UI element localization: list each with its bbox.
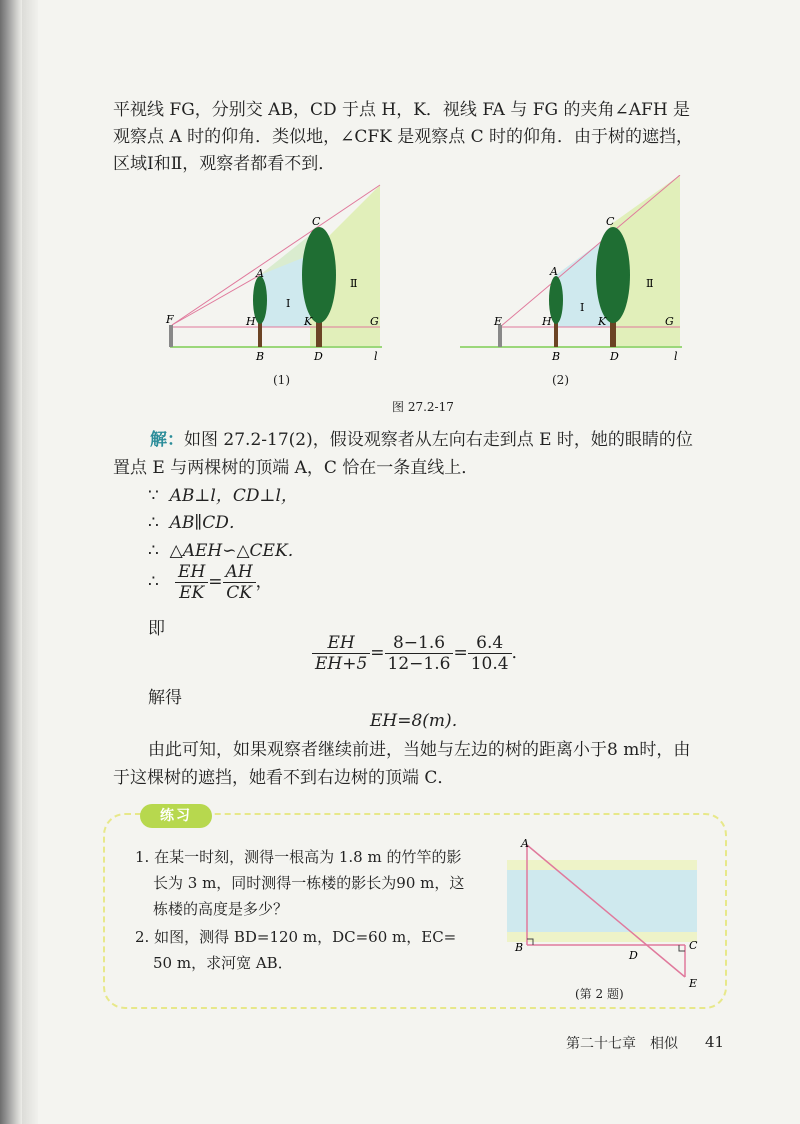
figure-sub-caption-2: (2) — [552, 373, 569, 387]
conclusion-line-2: 于这棵树的遮挡，她看不到右边树的顶端 C． — [113, 768, 455, 788]
book-gutter — [22, 0, 38, 1124]
solution-text-1: 如图 27.2-17(2)，假设观察者从左向右走到点 E 时，她的眼睛的位 — [184, 430, 693, 450]
figure-27-2-17-2 — [460, 175, 700, 370]
label-f: F — [166, 313, 174, 326]
label-l: l — [374, 350, 378, 363]
label-b: B — [256, 350, 265, 363]
observer-e — [498, 325, 502, 347]
page-number: 41 — [705, 1033, 725, 1051]
label-c: C — [606, 215, 615, 228]
ratio-eh-ek: $\frac{EH}{EK}$ — [175, 562, 208, 603]
equation-line: $\frac{EH}{EH+5}$ = $\frac{8-1.6}{12-1.6}$ = $\frac{6.4}{10.4}$ ． — [312, 633, 529, 674]
label-c: C — [312, 215, 321, 228]
river-area — [507, 870, 697, 932]
exercise-q1-line-2: 长为 3 m，同时测得一栋楼的影长为90 m，这 — [153, 874, 465, 892]
figure-sub-caption-1: (1) — [273, 373, 290, 387]
label-h: H — [542, 315, 552, 328]
label-d: D — [314, 350, 323, 363]
label-d: D — [629, 949, 638, 962]
exercise-q1-line-1: 1. 在某一时刻，测得一根高为 1.8 m 的竹竿的影 — [135, 848, 462, 866]
label-region-1: Ⅰ — [286, 297, 291, 310]
label-a: A — [521, 837, 529, 850]
therefore-line-2 — [148, 536, 305, 561]
intro-line-2: 观察点 A 时的仰角．类似地，∠CFK 是观察点 C 时的仰角．由于树的遮挡， — [113, 127, 694, 147]
label-c: C — [689, 939, 698, 952]
label-g: G — [370, 315, 379, 328]
because-text: AB⊥l，CD⊥l， — [169, 486, 298, 506]
intro-paragraph — [113, 97, 753, 178]
solution-label: 解： — [150, 430, 184, 450]
label-a: A — [256, 267, 264, 280]
exercise-q2-line-1: 2. 如图，测得 BD=120 m，DC=60 m，EC= — [135, 928, 457, 946]
exercise-figure-caption: (第 2 题) — [575, 987, 624, 1001]
label-region-2: Ⅱ — [646, 277, 654, 290]
river-bank-top — [507, 860, 697, 870]
similar-text: △AEH∽△CEK． — [169, 541, 305, 561]
result-eh: EH=8(m)． — [370, 711, 469, 731]
therefore-line-3: ∴ $\frac{EH}{EK}$ = $\frac{AH}{CK}$ ， — [148, 562, 273, 603]
conclusion-line-1: 由此可知，如果观察者继续前进，当她与左边的树的距离小于8 m时，由 — [148, 740, 691, 760]
label-l: l — [674, 350, 678, 363]
tree-cd-crown — [596, 227, 630, 323]
parallel-text: AB∥CD． — [169, 513, 246, 533]
figure-27-2-17-1 — [160, 175, 400, 370]
right-angle-c — [679, 945, 685, 951]
observer-f — [169, 325, 173, 347]
chapter-footer: 第二十七章 相似 — [566, 1036, 678, 1052]
label-h: H — [246, 315, 256, 328]
label-k: K — [304, 315, 313, 328]
because-line — [148, 481, 298, 506]
intro-line-3: 区域Ⅰ和Ⅱ，观察者都看不到． — [113, 154, 336, 174]
label-e: E — [494, 315, 503, 328]
label-b: B — [552, 350, 561, 363]
ratio-numeric-2: $\frac{6.4}{10.4}$ — [468, 633, 512, 674]
label-d: D — [610, 350, 619, 363]
label-k: K — [598, 315, 607, 328]
intro-line-1: 平视线 FG，分别交 AB，CD 于点 H，K．视线 FA 与 FG 的夹角∠AFH 是 — [113, 100, 691, 120]
label-g: G — [665, 315, 674, 328]
exercise-q2-line-2: 50 m，求河宽 AB． — [153, 954, 293, 972]
label-region-1: Ⅰ — [580, 301, 585, 314]
figure-caption: 图 27.2-17 — [392, 400, 454, 414]
ji-label: 即 — [148, 619, 165, 639]
label-region-2: Ⅱ — [350, 277, 358, 290]
ratio-numeric-1: $\frac{8-1.6}{12-1.6}$ — [385, 633, 454, 674]
therefore-symbol: ∴ — [148, 513, 159, 533]
ratio-ah-ck: $\frac{AH}{CK}$ — [223, 562, 256, 603]
label-b: B — [515, 941, 524, 954]
exercise-figure-river — [505, 835, 705, 995]
solution-line-1 — [150, 425, 693, 450]
label-a: A — [550, 265, 558, 278]
therefore-symbol: ∴ — [148, 572, 159, 592]
exercise-q1-line-3: 栋楼的高度是多少？ — [153, 900, 289, 918]
jiede-label: 解得 — [148, 688, 182, 708]
because-symbol: ∵ — [148, 486, 159, 506]
therefore-symbol: ∴ — [148, 541, 159, 561]
exercise-tab: 练习 — [140, 804, 212, 828]
label-e: E — [689, 977, 698, 990]
ratio-eh-eh5: $\frac{EH}{EH+5}$ — [312, 633, 370, 674]
therefore-line-1 — [148, 508, 246, 533]
solution-line-2: 置点 E 与两棵树的顶端 A，C 恰在一条直线上． — [113, 458, 479, 478]
river-bank-bottom — [507, 932, 697, 942]
book-spine-shadow — [0, 0, 22, 1124]
tree-cd-crown — [302, 227, 336, 323]
